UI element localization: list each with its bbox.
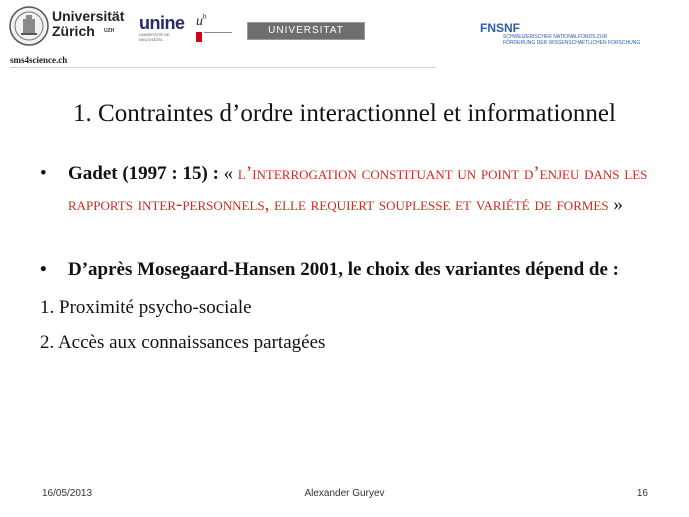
numbered-list: [40, 290, 650, 360]
slide-title: 1. Contraintes d’ordre interactionnel et informationnel: [73, 100, 616, 127]
uzh-superscript: UZH: [104, 28, 115, 34]
unibe-superscript: b: [203, 12, 207, 21]
unibe-logo: [196, 12, 236, 48]
unine-logo: [139, 14, 187, 46]
fnsnf-subtitle-line1: SCHWEIZERISCHER NATIONALFONDS ZUR: [503, 34, 608, 40]
fnsnf-subtitle-line2: FÖRDERUNG DER WISSENSCHAFTLICHEN FORSCHUNG: [503, 40, 641, 46]
slide-footer: [0, 488, 689, 504]
fnsnf-logo: [480, 22, 660, 62]
unibe-red-bar: [196, 32, 202, 42]
citation-lead: Gadet (1997 : 15) :: [68, 163, 219, 184]
page-number: 16: [636, 488, 648, 499]
header-divider: [10, 67, 436, 68]
unibe-mark: u: [196, 14, 203, 29]
slide-content: [40, 158, 650, 360]
quote-close: »: [608, 194, 623, 215]
list-item: 1. Proximité psycho-sociale: [40, 297, 252, 318]
unine-subtitle: UNIVERSITÉ DE NEUCHÂTEL: [139, 32, 170, 42]
bullet-marker: •: [40, 259, 47, 280]
bullet-mosegaard: [40, 254, 650, 285]
uzh-seal-icon: [9, 6, 49, 46]
unibe-rule: [204, 32, 232, 33]
sms4science-label: sms4science.ch: [10, 55, 68, 65]
slide-header: [0, 0, 689, 70]
fnsnf-name: FNSNF: [480, 21, 520, 35]
footer-date: 16/05/2013: [42, 488, 93, 499]
quote-text: l’interrogation constituant un point d’enjeu dans les rapports inter-personnels, elle requiert souplesse et variété de formes: [68, 163, 648, 215]
bullet-marker: •: [40, 163, 47, 184]
quote-open: «: [218, 163, 238, 184]
bullet-gadet-quote: [40, 158, 650, 220]
unine-name: unine: [139, 13, 185, 33]
footer-author: Alexander Guryev: [304, 488, 385, 499]
list-item: 2. Accès aux connaissances partagées: [40, 332, 326, 353]
uzh-name: Universität Zürich: [52, 8, 125, 39]
bullet-text: D’après Mosegaard-Hansen 2001, le choix des variantes dépend de :: [68, 259, 619, 280]
uzh-logo: [9, 6, 127, 50]
leipzig-logo: UNIVERSITAT LEIPZIG: [247, 22, 365, 40]
